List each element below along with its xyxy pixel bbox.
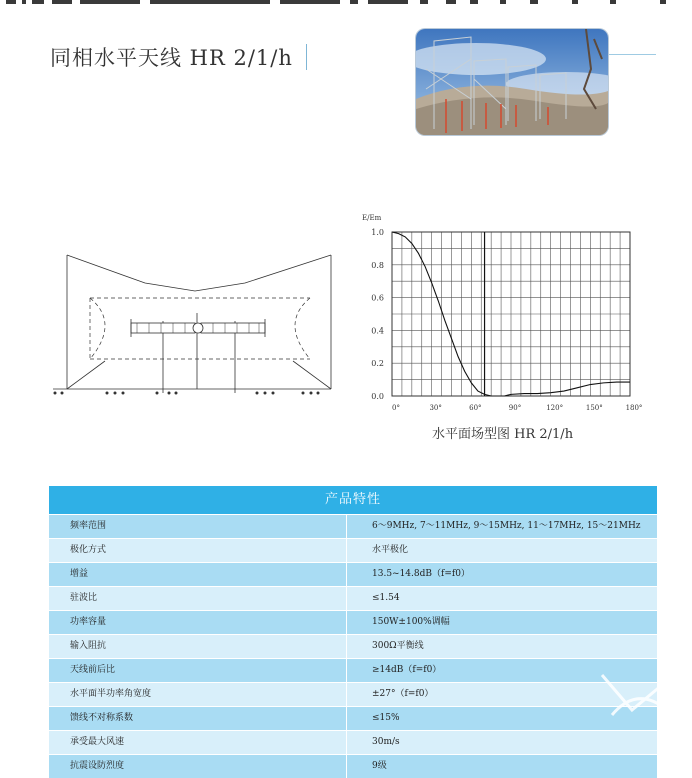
table-row xyxy=(49,706,657,730)
table-body xyxy=(49,514,657,778)
table-row xyxy=(49,538,657,562)
page-title: 同相水平天线 HR 2/1/h xyxy=(50,46,293,70)
x-tick-label: 30° xyxy=(429,404,442,412)
y-tick-label: 0.4 xyxy=(371,326,384,336)
table-row xyxy=(49,514,657,538)
spec-value: 13.5~14.8dB（f=f0） xyxy=(346,563,657,586)
spec-value: 30m/s xyxy=(346,731,657,754)
table-row xyxy=(49,586,657,610)
spec-label: 水平面半功率角宽度 xyxy=(70,689,152,699)
spec-label: 承受最大风速 xyxy=(70,737,125,747)
spec-value: ≥14dB（f=f0） xyxy=(346,659,657,682)
x-tick-label: 60° xyxy=(469,404,482,412)
spec-value: 9级 xyxy=(346,755,657,778)
spec-label: 极化方式 xyxy=(70,545,107,555)
table-row xyxy=(49,754,657,778)
spec-value: ≤1.54 xyxy=(346,587,657,610)
antenna-photo xyxy=(416,29,608,135)
spec-value: 6～9MHz, 7～11MHz, 9～15MHz, 11～17MHz, 15～21MHz xyxy=(346,515,657,538)
top-border xyxy=(0,0,692,7)
spec-value: ≤15% xyxy=(346,707,657,730)
table-row xyxy=(49,562,657,586)
y-tick-label: 0.0 xyxy=(371,392,384,401)
spec-label: 频率范围 xyxy=(70,521,107,531)
spec-value: ±27°（f=f0） xyxy=(346,683,657,706)
table-row xyxy=(49,610,657,634)
x-tick-label: 180° xyxy=(625,404,643,412)
y-tick-label: 0.2 xyxy=(371,359,384,369)
table-row xyxy=(49,634,657,658)
spec-label: 功率容量 xyxy=(70,617,107,627)
spec-label: 天线前后比 xyxy=(70,665,116,675)
table-row xyxy=(49,658,657,682)
y-axis-label: E/Em xyxy=(362,214,382,222)
x-tick-label: 90° xyxy=(508,404,522,412)
spec-label: 输入阻抗 xyxy=(70,641,107,651)
spec-label: 增益 xyxy=(70,569,89,579)
table-row xyxy=(49,730,657,754)
spec-table xyxy=(49,486,657,778)
table-row xyxy=(49,682,657,706)
title-divider xyxy=(306,44,307,70)
x-tick-label: 150° xyxy=(585,404,603,412)
y-tick-label: 1.0 xyxy=(371,228,384,237)
spec-value: 300Ω平衡线 xyxy=(346,635,657,658)
chart-caption: 水平面场型图 HR 2/1/h xyxy=(432,427,574,442)
y-tick-label: 0.6 xyxy=(371,293,384,303)
title-line xyxy=(606,54,656,55)
x-tick-label: 0° xyxy=(392,404,400,412)
spec-value: 水平极化 xyxy=(346,539,657,562)
spec-label: 馈线不对称系数 xyxy=(70,713,134,723)
y-tick-label: 0.8 xyxy=(371,260,384,270)
watermark-logo xyxy=(592,665,672,725)
spec-label: 驻波比 xyxy=(70,593,98,603)
spec-label: 抗震设防烈度 xyxy=(70,761,125,771)
x-tick-label: 120° xyxy=(546,404,564,412)
antenna-diagram xyxy=(45,243,335,403)
spec-value: 150W±100%调幅 xyxy=(346,611,657,634)
table-title: 产品特性 xyxy=(49,486,657,514)
radiation-pattern-chart xyxy=(360,210,650,440)
chart-svg xyxy=(360,210,650,440)
